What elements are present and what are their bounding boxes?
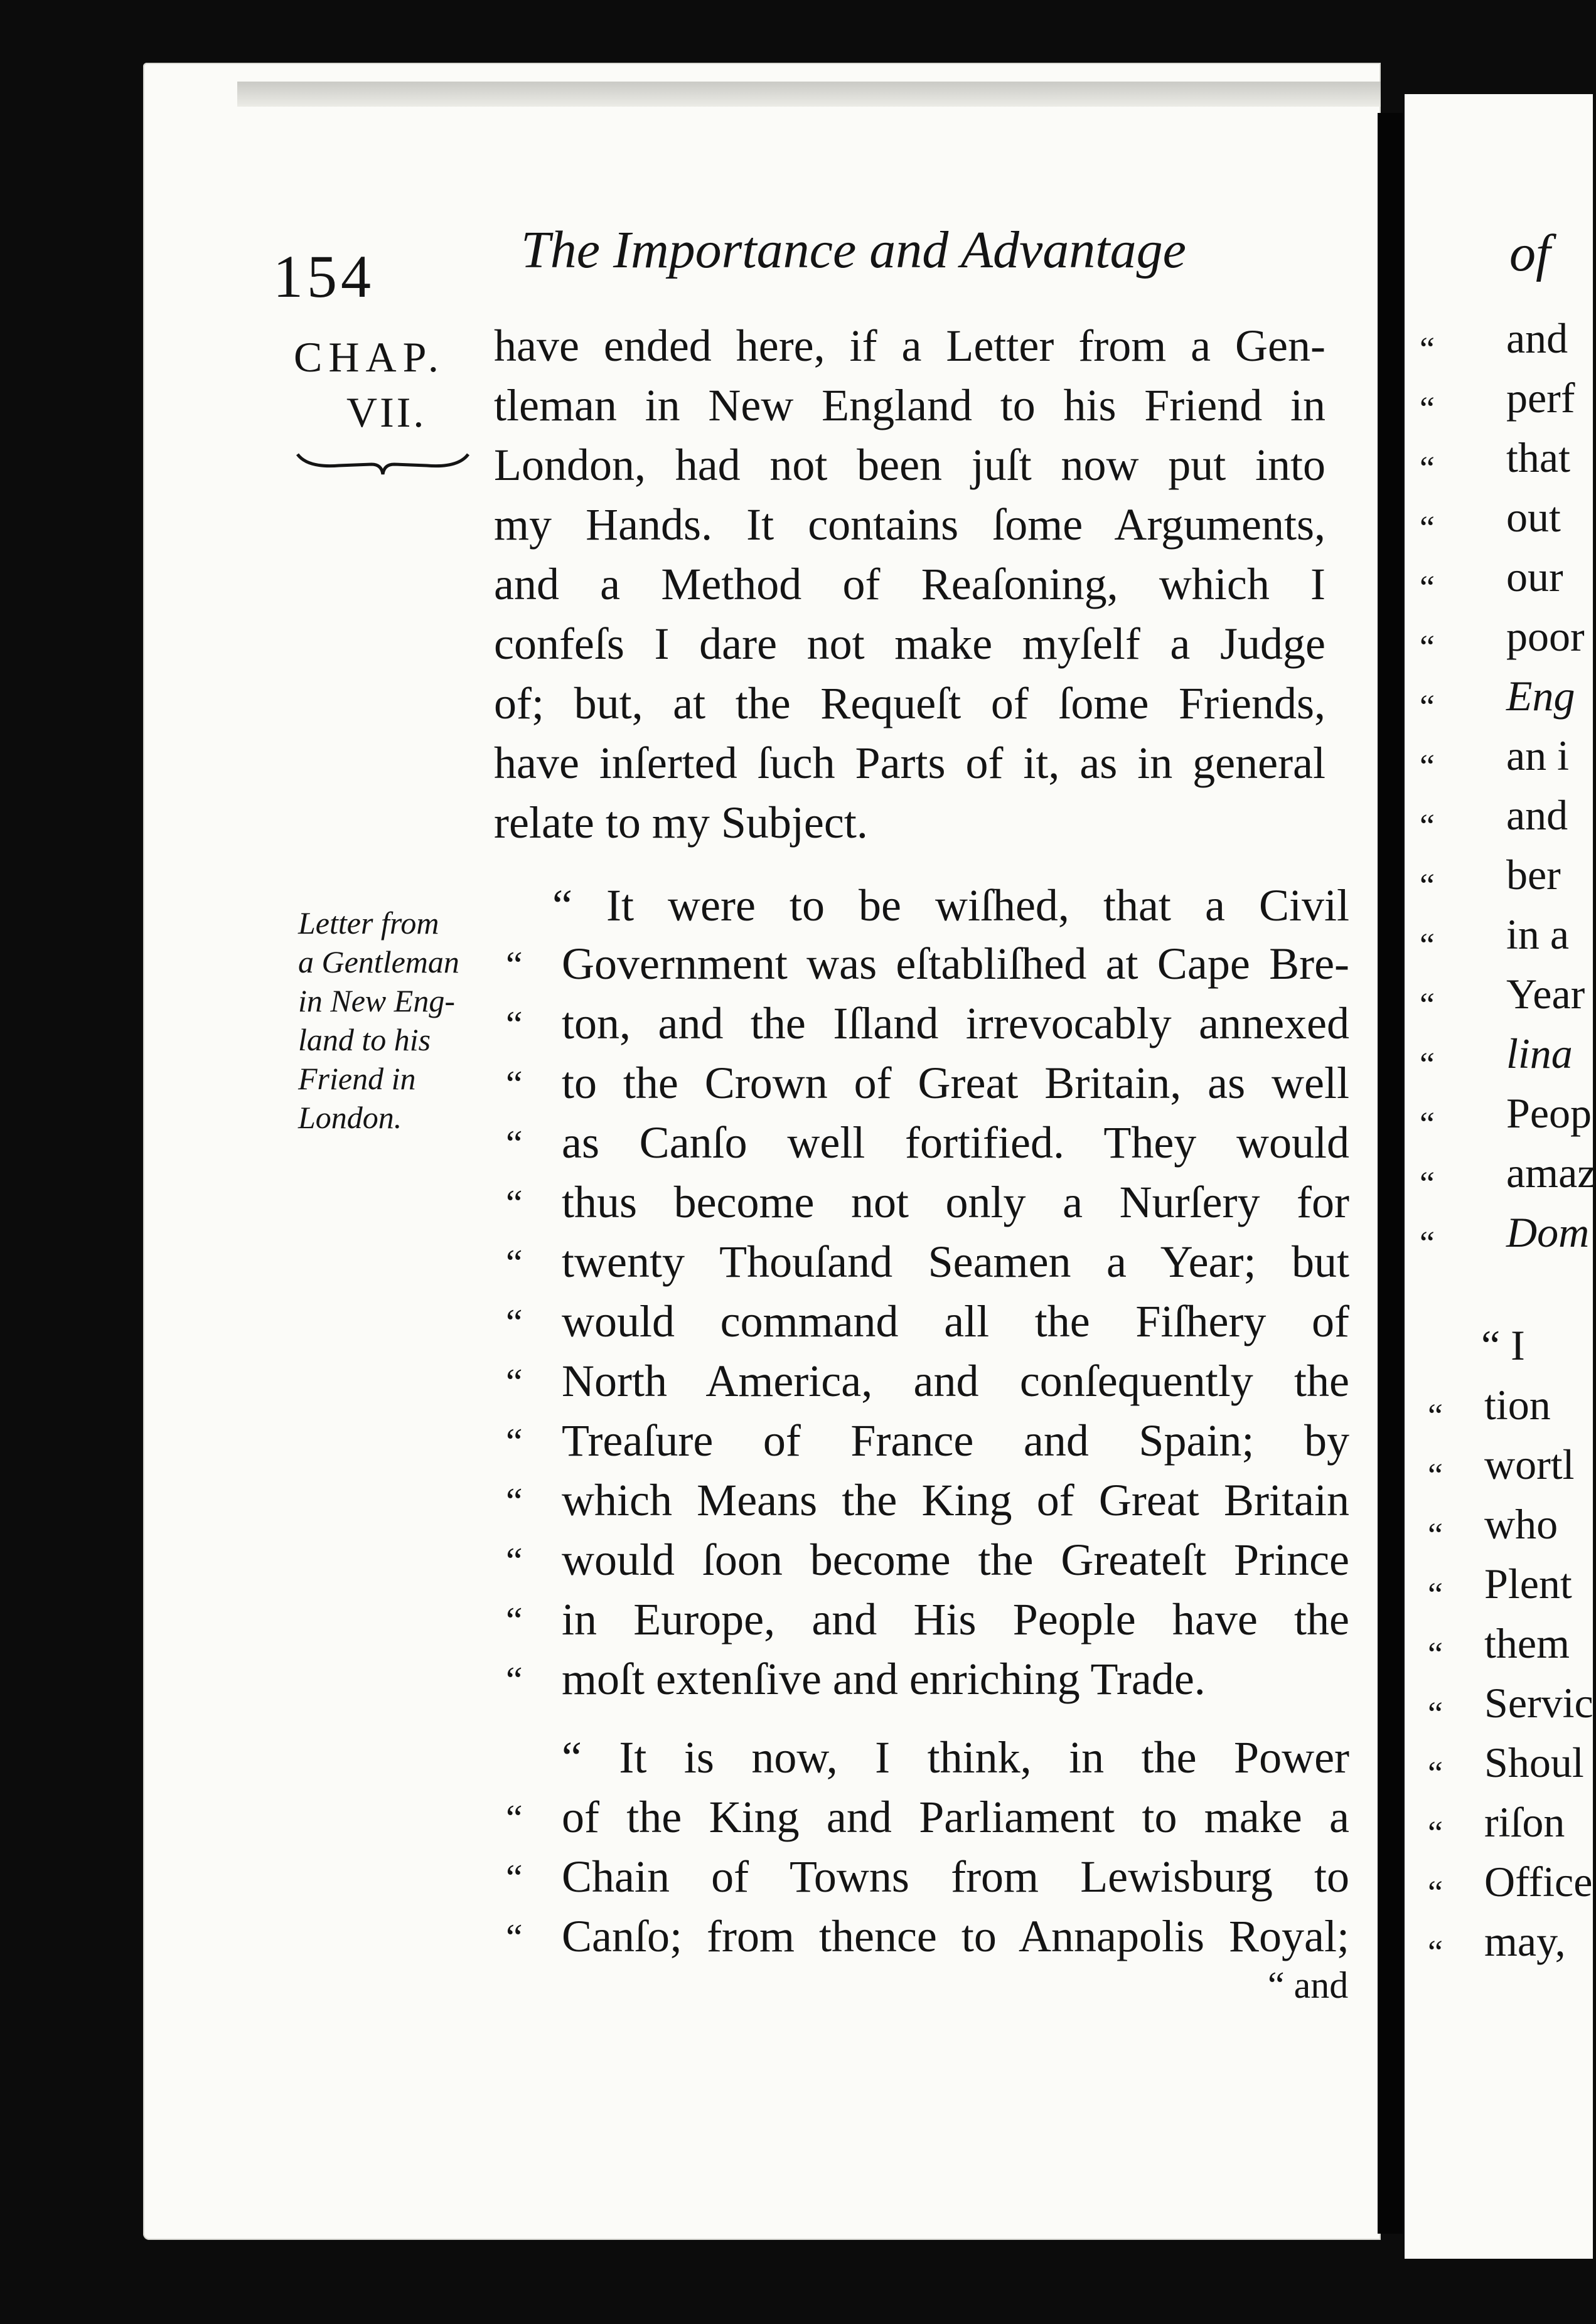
- quote-mark: “: [506, 1004, 523, 1045]
- text-line: amaz: [1506, 1149, 1596, 1197]
- quote-mark: “: [1420, 568, 1435, 606]
- text-line: “ I: [1481, 1321, 1525, 1369]
- catchword: “ and: [1268, 1964, 1349, 2006]
- text-line: to the Crown of Great Britain, as well: [562, 1058, 1349, 1108]
- text-line: “ It is now, I think, in the Power: [562, 1732, 1349, 1783]
- quote-mark: “: [1420, 688, 1435, 725]
- quote-mark: “: [1420, 926, 1435, 964]
- book-gutter: [1378, 113, 1403, 2234]
- text-line: our: [1506, 553, 1563, 600]
- margin-note-line: London.: [298, 1100, 402, 1135]
- text-line: and a Method of Reaſoning, which I: [494, 559, 1326, 609]
- chapter-label: CHAP.: [294, 333, 445, 381]
- text-line: Dom: [1506, 1208, 1590, 1256]
- text-line: “ It were to be wiſhed, that a Civil: [552, 880, 1349, 930]
- text-line: in a: [1506, 910, 1570, 958]
- quote-mark: “: [1420, 449, 1435, 487]
- quote-mark: “: [1420, 509, 1435, 546]
- text-line: Eng: [1506, 672, 1575, 720]
- quote-mark: “: [1428, 1635, 1443, 1673]
- text-line: would command all the Fiſhery of: [562, 1296, 1349, 1346]
- quote-mark: “: [506, 1660, 523, 1701]
- quote-mark: “: [1420, 747, 1435, 785]
- text-line: tleman in New England to his Friend in: [494, 380, 1326, 430]
- margin-note-line: Letter from: [298, 905, 439, 941]
- quote-mark: “: [1428, 1456, 1443, 1494]
- text-line: London, had not been juſt now put into: [494, 440, 1326, 490]
- quote-mark: “: [1420, 866, 1435, 904]
- brace-ornament: [295, 447, 471, 478]
- text-line: Peop: [1506, 1089, 1592, 1137]
- text-line: that: [1506, 434, 1570, 481]
- quote-mark: “: [506, 1540, 523, 1582]
- quote-mark: “: [506, 1421, 523, 1463]
- quote-mark: “: [506, 1123, 523, 1165]
- text-line: thus become not only a Nurſery for: [562, 1177, 1349, 1227]
- text-line: as Canſo well fortified. They would: [562, 1117, 1349, 1168]
- quote-mark: “: [506, 1302, 523, 1343]
- text-line: riſon: [1484, 1798, 1565, 1846]
- text-line: lina: [1506, 1030, 1573, 1077]
- quote-mark: “: [1428, 1933, 1443, 1971]
- text-line: would ſoon become the Greateſt Prince: [562, 1535, 1349, 1585]
- quote-mark: “: [1420, 986, 1435, 1023]
- text-line: Year: [1506, 970, 1585, 1018]
- text-line: ber: [1506, 851, 1561, 898]
- quote-mark: “: [1428, 1754, 1443, 1792]
- text-line: Shoul: [1484, 1739, 1584, 1786]
- text-line: an i: [1506, 732, 1570, 779]
- text-line: and: [1506, 314, 1568, 362]
- text-line: in Europe, and His People have the: [562, 1594, 1349, 1644]
- margin-note-line: in New Eng-: [298, 983, 455, 1018]
- margin-note-line: land to his: [298, 1022, 431, 1057]
- text-line: them: [1484, 1619, 1570, 1667]
- margin-note-line: Friend in: [298, 1061, 416, 1096]
- text-line: Plent: [1484, 1560, 1572, 1607]
- right-running-head: of: [1509, 224, 1551, 282]
- quote-mark: “: [506, 1857, 523, 1899]
- quote-mark: “: [1428, 1575, 1443, 1613]
- text-line: wortl: [1484, 1441, 1575, 1488]
- quote-mark: “: [1428, 1516, 1443, 1554]
- quote-mark: “: [506, 1063, 523, 1105]
- quote-mark: “: [1420, 1045, 1435, 1083]
- text-line: have inſerted ſuch Parts of it, as in general: [494, 738, 1326, 788]
- text-line: of the King and Parliament to make a: [562, 1792, 1349, 1842]
- quote-mark: “: [506, 1798, 523, 1839]
- quote-mark: “: [506, 944, 523, 986]
- text-line: twenty Thouſand Seamen a Year; but: [562, 1237, 1349, 1287]
- text-line: Government was eſtabliſhed at Cape Bre-: [562, 939, 1349, 989]
- text-line: which Means the King of Great Britain: [562, 1475, 1349, 1525]
- text-line: my Hands. It contains ſome Arguments,: [494, 499, 1326, 550]
- running-head: The Importance and Advantage: [521, 221, 1186, 279]
- text-line: Canſo; from thence to Annapolis Royal;: [562, 1911, 1349, 1961]
- quote-mark: “: [506, 1362, 523, 1403]
- text-line: tion: [1484, 1381, 1551, 1429]
- quote-mark: “: [1428, 1695, 1443, 1732]
- quote-mark: “: [1420, 1105, 1435, 1143]
- quote-mark: “: [1420, 807, 1435, 845]
- margin-note-line: a Gentleman: [298, 944, 459, 979]
- chapter-number: VII.: [346, 388, 427, 436]
- text-line: moſt extenſive and enriching Trade.: [562, 1654, 1206, 1704]
- text-line: North America, and conſequently the: [562, 1356, 1349, 1406]
- quote-mark: “: [506, 1183, 523, 1224]
- quote-mark: “: [1420, 628, 1435, 666]
- text-line: perf: [1506, 374, 1575, 422]
- quote-mark: “: [1428, 1397, 1443, 1434]
- text-line: poor: [1506, 612, 1585, 660]
- text-line: Office: [1484, 1858, 1593, 1906]
- quote-mark: “: [506, 1242, 523, 1284]
- text-line: confeſs I dare not make myſelf a Judge: [494, 619, 1326, 669]
- text-line: out: [1506, 493, 1561, 541]
- quote-mark: “: [1428, 1814, 1443, 1852]
- quote-mark: “: [506, 1600, 523, 1641]
- text-line: Servic: [1484, 1679, 1593, 1727]
- text-line: Treaſure of France and Spain; by: [562, 1415, 1349, 1466]
- quote-mark: “: [1420, 390, 1435, 427]
- quote-mark: “: [1420, 1224, 1435, 1262]
- text-line: and: [1506, 791, 1568, 839]
- quote-mark: “: [1420, 1165, 1435, 1202]
- quote-mark: “: [506, 1481, 523, 1522]
- quote-mark: “: [1420, 330, 1435, 368]
- page-number: 154: [273, 243, 375, 310]
- text-line: have ended here, if a Letter from a Gen-: [494, 321, 1326, 371]
- text-line: may,: [1484, 1917, 1566, 1965]
- text-line: Chain of Towns from Lewisburg to: [562, 1852, 1349, 1902]
- text-line: who: [1484, 1500, 1558, 1548]
- text-line: of; but, at the Requeſt of ſome Friends,: [494, 678, 1326, 728]
- page-edge-shadow: [237, 82, 1381, 107]
- quote-mark: “: [1428, 1874, 1443, 1911]
- text-line: ton, and the Iſland irrevocably annexed: [562, 998, 1349, 1048]
- text-line: relate to my Subject.: [494, 797, 868, 848]
- quote-mark: “: [506, 1917, 523, 1958]
